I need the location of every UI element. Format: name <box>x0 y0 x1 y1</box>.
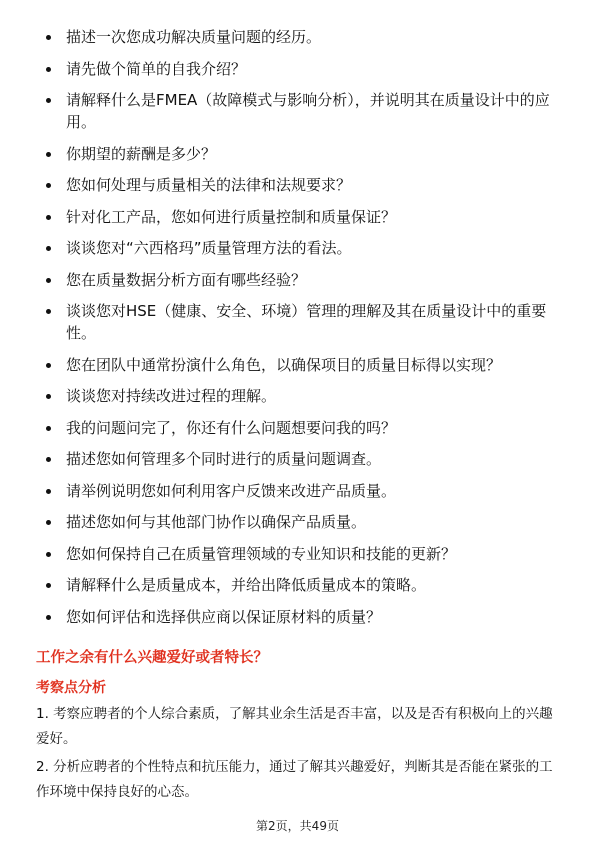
bullet-icon <box>46 615 51 620</box>
question-text: 描述一次您成功解决质量问题的经历。 <box>66 28 322 46</box>
list-item <box>40 237 560 259</box>
list-item <box>40 143 560 165</box>
question-text: 您在质量数据分析方面有哪些经验？ <box>66 270 307 289</box>
analysis-body <box>36 702 561 808</box>
bullet-icon <box>46 67 51 72</box>
bullet-icon <box>46 309 51 314</box>
bullet-icon <box>46 583 51 588</box>
analysis-paragraph: 1. 考察应聘者的个人综合素质，了解其业余生活是否丰富，以及是否有积极向上的兴趣爱好。 <box>36 706 553 747</box>
question-text: 您如何处理与质量相关的法律和法规要求？ <box>66 176 352 194</box>
bullet-icon <box>46 215 51 220</box>
analysis-paragraph: 2. 分析应聘者的个性特点和抗压能力，通过了解其兴趣爱好，判断其是否能在紧张的工作环境中保持良好的心态。 <box>36 759 553 800</box>
list-item <box>40 417 560 439</box>
bullet-icon <box>46 35 51 40</box>
bullet-icon <box>46 457 51 462</box>
bullet-icon <box>46 394 51 399</box>
bullet-icon <box>46 98 51 103</box>
bullet-icon <box>46 152 51 157</box>
question-text: 谈谈您对持续改进过程的理解。 <box>66 387 277 405</box>
bullet-icon <box>46 426 51 431</box>
question-text: 您在团队中通常扮演什么角色，以确保项目的质量目标得以实现？ <box>66 355 502 374</box>
question-text: 您如何保持自己在质量管理领域的专业知识和技能的更新？ <box>66 544 457 563</box>
question-text: 针对化工产品，您如何进行质量控制和质量保证？ <box>66 207 397 226</box>
list-item <box>40 606 560 628</box>
list-item <box>40 269 560 291</box>
list-item <box>40 58 560 80</box>
list-item <box>40 206 560 228</box>
question-text: 请解释什么是质量成本，并给出降低质量成本的策略。 <box>66 576 427 594</box>
bullet-icon <box>46 278 51 283</box>
bullet-icon <box>46 520 51 525</box>
bullet-icon <box>46 183 51 188</box>
question-text: 你期望的薪酬是多少？ <box>66 144 217 163</box>
list-item <box>40 480 560 502</box>
bullet-icon <box>46 363 51 368</box>
question-text: 描述您如何管理多个同时进行的质量问题调查。 <box>66 450 382 468</box>
list-item <box>40 385 560 407</box>
section-heading: 工作之余有什么兴趣爱好或者特长？ <box>36 650 268 666</box>
list-item <box>40 26 560 48</box>
list-item <box>40 574 560 596</box>
question-text: 请举例说明您如何利用客户反馈来改进产品质量。 <box>66 481 397 500</box>
list-item <box>40 300 560 344</box>
list-item <box>40 354 560 376</box>
list-item <box>40 543 560 565</box>
list-item <box>40 448 560 470</box>
question-text: 您如何评估和选择供应商以保证原材料的质量？ <box>66 607 382 626</box>
list-item <box>40 511 560 533</box>
bullet-icon <box>46 552 51 557</box>
question-text: 请解释什么是FMEA（故障模式与影响分析），并说明其在质量设计中的应用。 <box>66 91 550 131</box>
question-text: 谈谈您对HSE（健康、安全、环境）管理的理解及其在质量设计中的重要性。 <box>66 302 547 342</box>
list-item <box>40 89 560 133</box>
bullet-icon <box>46 489 51 494</box>
question-text: 描述您如何与其他部门协作以确保产品质量。 <box>66 513 367 531</box>
question-text: 谈谈您对“六西格玛”质量管理方法的看法。 <box>66 239 352 257</box>
question-text: 请先做个简单的自我介绍？ <box>66 59 247 78</box>
question-text: 我的问题问完了，你还有什么问题想要问我的吗？ <box>66 418 397 437</box>
page-number: 第2页，共49页 <box>256 819 339 833</box>
bullet-icon <box>46 246 51 251</box>
list-item <box>40 174 560 196</box>
analysis-subheading: 考察点分析 <box>36 680 106 696</box>
question-list <box>40 26 560 637</box>
